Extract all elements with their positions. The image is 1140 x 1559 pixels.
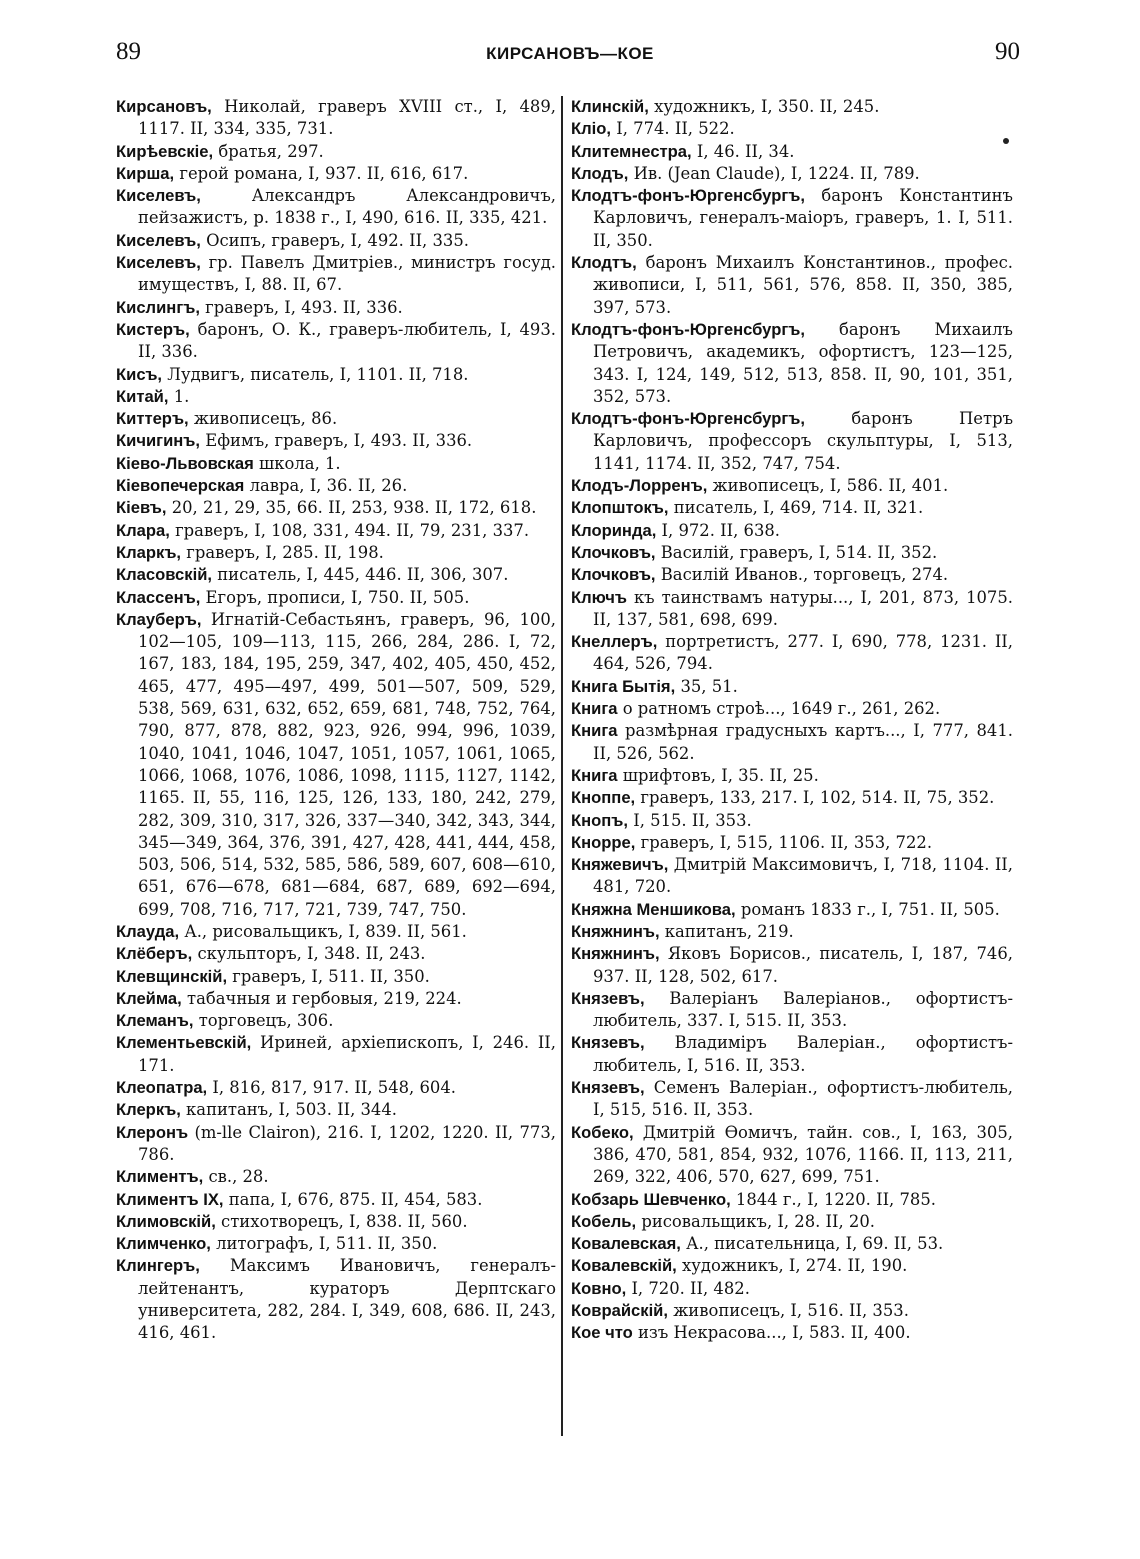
entry-headword: Класовскій, (116, 565, 213, 585)
index-entry (571, 720, 1013, 765)
entry-text: баронъ Михаилъ Петровичъ, академикъ, офортистъ, 123—125, 343. I, 124, 149, 512, 513, 858. II, 90, 101, 351, 352, 573. (593, 319, 1013, 406)
entry-text: А., рисовальщикъ, I, 839. II, 561. (184, 921, 467, 941)
index-entry (116, 1077, 556, 1099)
entry-text: 1. (173, 386, 190, 406)
entry-text: романъ 1833 г., I, 751. II, 505. (740, 899, 1000, 919)
index-entry (116, 988, 556, 1010)
entry-text: баронъ, О. К., граверъ-любитель, I, 493. II, 336. (138, 319, 556, 362)
index-entry (116, 319, 556, 364)
entry-headword: Кобзарь Шевченко, (571, 1189, 731, 1209)
index-entry (571, 1122, 1013, 1189)
entry-headword: Кноппе, (571, 788, 636, 808)
entry-headword: Кислингъ, (116, 297, 200, 317)
index-entry (116, 141, 556, 163)
entry-headword: Клочковъ, (571, 565, 656, 585)
entry-text: граверъ, 133, 217. I, 102, 514. II, 75, 352. (640, 788, 995, 808)
index-entry (571, 676, 1013, 698)
entry-headword: Княжнинъ, (571, 921, 660, 941)
index-entry (571, 408, 1013, 475)
left-column (116, 96, 556, 1345)
entry-text: Василій, граверъ, I, 514. II, 352. (660, 542, 938, 562)
entry-headword: Климченко, (116, 1234, 211, 1254)
entry-headword: Коврайскій, (571, 1301, 668, 1321)
entry-text: (m-lle Clairon), 216. I, 1202, 1220. II, 773, 786. (138, 1122, 556, 1164)
entry-headword: Князевъ, (571, 1078, 645, 1098)
entry-headword: Княжнинъ, (571, 944, 660, 964)
entry-text: литографъ, I, 511. II, 350. (216, 1234, 438, 1254)
index-entry (571, 921, 1013, 943)
entry-text: граверъ, I, 515, 1106. II, 353, 722. (640, 832, 933, 852)
index-entry (571, 1300, 1013, 1322)
entry-text: I, 774. II, 522. (616, 119, 735, 139)
entry-text: Осипъ, граверъ, I, 492. II, 335. (206, 230, 469, 250)
entry-headword: Клеркъ, (116, 1100, 181, 1120)
index-entry (116, 386, 556, 408)
entry-text: 1844 г., I, 1220. II, 785. (735, 1189, 936, 1209)
index-entry (116, 453, 556, 475)
right-column (571, 96, 1013, 1345)
entry-text: баронъ Михаилъ Константинов., профес. живописи, I, 511, 561, 576, 858. II, 350, 385, 397, 573. (593, 253, 1013, 317)
entry-text: папа, I, 676, 875. II, 454, 583. (228, 1189, 483, 1209)
entry-text: художникъ, I, 274. II, 190. (682, 1256, 908, 1276)
index-entry (571, 163, 1013, 185)
entry-text: 35, 51. (680, 676, 738, 696)
index-entry (116, 252, 556, 297)
index-entry (571, 988, 1013, 1033)
index-entry (571, 520, 1013, 542)
entry-headword: Кистеръ, (116, 319, 190, 339)
entry-text: св., 28. (208, 1167, 269, 1187)
entry-text: I, 816, 817, 917. II, 548, 604. (212, 1078, 456, 1098)
entry-headword: Клодтъ-фонъ-Юргенсбургъ, (571, 186, 805, 206)
entry-headword: Кирѣевскіе, (116, 141, 214, 161)
entry-text: баронъ Петръ Карловичъ, профессоръ скульптуры, I, 513, 1141, 1174. II, 352, 747, 754. (593, 409, 1013, 473)
entry-headword: Кирша, (116, 163, 175, 183)
entry-headword: Книга Бытія, (571, 676, 676, 696)
index-entry (571, 698, 1013, 720)
entry-headword: Клодъ, (571, 163, 629, 183)
entry-headword: Клеопатра, (116, 1078, 208, 1098)
entry-headword: Князевъ, (571, 1033, 645, 1053)
entry-text: граверъ, I, 493. II, 336. (205, 297, 403, 317)
index-entry (571, 319, 1013, 408)
entry-text: Владиміръ Валеріан., офортистъ-любитель, I, 516. II, 353. (593, 1033, 1014, 1075)
entry-text: I, 972. II, 638. (661, 520, 781, 540)
entry-text: Семенъ Валеріан., офортистъ-любитель, I, 515, 516. II, 353. (593, 1078, 1014, 1120)
column-divider (561, 96, 563, 1436)
index-entry (571, 1255, 1013, 1277)
entry-text: лавра, I, 36. II, 26. (249, 476, 408, 496)
entry-headword: Ключъ (571, 587, 627, 607)
entry-text: живописецъ, I, 516. II, 353. (673, 1301, 909, 1321)
entry-text: скульпторъ, I, 348. II, 243. (197, 944, 426, 964)
entry-text: А., писательница, I, 69. II, 53. (686, 1234, 944, 1254)
entry-headword: Кнопъ, (571, 810, 629, 830)
entry-headword: Княжевичъ, (571, 855, 669, 875)
entry-text: Николай, граверъ XVIII ст., I, 489, 1117. II, 334, 335, 731. (138, 97, 556, 139)
entry-headword: Кіево-Львовская (116, 453, 254, 473)
index-entry (116, 921, 556, 943)
entry-text: школа, 1. (259, 453, 341, 473)
entry-text: Дмитрій Ѳомичъ, тайн. сов., I, 163, 305, 386, 470, 581, 854, 932, 1076, 1166. II, 113, 211, 269, 322, 406, 570, 627, 699, 751. (593, 1122, 1013, 1187)
entry-headword: Клодтъ-фонъ-Юргенсбургъ, (571, 319, 805, 339)
index-entry (116, 430, 556, 452)
index-entry (571, 96, 1013, 118)
entry-headword: Клодтъ, (571, 253, 637, 273)
entry-text: живописецъ, 86. (193, 409, 338, 429)
entry-headword: Кіевопечерская (116, 476, 245, 496)
index-entry (116, 475, 556, 497)
entry-headword: Клементьевскій, (116, 1033, 252, 1053)
entry-text: I, 46. II, 34. (696, 141, 795, 161)
index-entry (571, 252, 1013, 319)
index-entry (571, 1322, 1013, 1344)
index-entry (571, 810, 1013, 832)
entry-text: Ив. (Jean Claude), I, 1224. II, 789. (633, 163, 920, 183)
entry-headword: Клеронъ (116, 1122, 189, 1142)
entry-headword: Кліо, (571, 119, 612, 139)
entry-headword: Клауберъ, (116, 609, 202, 629)
entry-text: герой романа, I, 937. II, 616, 617. (179, 163, 469, 183)
entry-text: Егоръ, прописи, I, 750. II, 505. (205, 587, 470, 607)
entry-text: капитанъ, I, 503. II, 344. (186, 1100, 397, 1120)
index-entry (116, 1166, 556, 1188)
index-entry (116, 564, 556, 586)
entry-headword: Клингеръ, (116, 1256, 200, 1276)
entry-text: рисовальщикъ, I, 28. II, 20. (641, 1211, 875, 1231)
entry-text: Игнатій-Себастьянъ, граверъ, 96, 100, 102—105, 109—113, 115, 266, 284, 286. I, 72, 167, 183, 184, 195, 259, 347, 402, 405, 450, 452, 465, 477, 495—497, 499, 501—507, 509, 529, 538, 569, 631, 632, 652, 659, 681, 748, 752, 764, 790, 877, 878, 882, 923, 926, 994, 996, 1039, 1040, 1041, 1046, 1047, 1051, 1057, 1061, 1065, 1066, 1068, 1076, 1086, 1098, 1115, 1127, 1142, 1165. II, 55, 116, 125, 126, 133, 180, 242, 279, 282, 309, 310, 317, 326, 337—340, 342, 343, 344, 345—349, 364, 376, 391, 427, 428, 441, 444, 458, 503, 506, 514, 532, 585, 586, 589, 607, 608—610, 651, 676—678, 681—684, 687, 689, 692—694, 699, 708, 716, 717, 721, 739, 747, 750. (138, 609, 556, 919)
index-entry (116, 364, 556, 386)
entry-headword: Клауда, (116, 921, 180, 941)
entry-headword: Ковалевскій, (571, 1256, 677, 1276)
entry-text: Ириней, архіепископъ, I, 246. II, 171. (138, 1033, 556, 1075)
index-entry (571, 854, 1013, 899)
index-entry (571, 475, 1013, 497)
index-entry (116, 943, 556, 965)
index-entry (116, 185, 556, 230)
entry-headword: Кіевъ, (116, 498, 167, 518)
index-entry (571, 631, 1013, 676)
entry-headword: Кичигинъ, (116, 431, 201, 451)
index-entry (571, 832, 1013, 854)
entry-text: гр. Павелъ Дмитріев., министръ госуд. имуществъ, I, 88. II, 67. (138, 253, 557, 295)
entry-text: баронъ Константинъ Карловичъ, генералъ-маіоръ, граверъ, 1. I, 511. II, 350. (593, 186, 1013, 250)
index-entry (116, 966, 556, 988)
index-entry (116, 1233, 556, 1255)
index-entry (571, 1077, 1013, 1122)
entry-headword: Киселевъ, (116, 230, 201, 250)
running-head: КИРСАНОВЪ—КОЕ (486, 44, 654, 63)
index-entry (571, 1233, 1013, 1255)
index-entry (571, 542, 1013, 564)
entry-headword: Кобель, (571, 1211, 637, 1231)
entry-text: I, 515. II, 353. (633, 810, 752, 830)
entry-text: изъ Некрасова..., I, 583. II, 400. (638, 1323, 911, 1343)
index-entry (116, 163, 556, 185)
entry-headword: Книга (571, 765, 618, 785)
index-entry (116, 587, 556, 609)
entry-text: граверъ, I, 285. II, 198. (186, 542, 384, 562)
entry-headword: Клинскій, (571, 97, 649, 116)
entry-text: Лудвигъ, писатель, I, 1101. II, 718. (167, 364, 469, 384)
entry-text: Дмитрій Максимовичъ, I, 718, 1104. II, 481, 720. (593, 855, 1013, 897)
index-entry (571, 1189, 1013, 1211)
ink-dot (1003, 138, 1009, 144)
index-entry (571, 564, 1013, 586)
entry-headword: Клодтъ-фонъ-Юргенсбургъ, (571, 409, 805, 429)
entry-headword: Киттеръ, (116, 409, 189, 429)
index-entry (571, 899, 1013, 921)
entry-text: Ефимъ, граверъ, I, 493. II, 336. (205, 431, 473, 451)
entry-headword: Клитемнестра, (571, 141, 692, 161)
entry-headword: Киселевъ, (116, 186, 201, 206)
entry-headword: Кобеко, (571, 1122, 634, 1142)
entry-headword: Книга (571, 721, 618, 741)
entry-text: братья, 297. (218, 141, 324, 161)
entry-text: капитанъ, 219. (664, 921, 794, 941)
index-entry (116, 230, 556, 252)
entry-text: размѣрная градусныхъ картъ..., I, 777, 841. II, 526, 562. (593, 721, 1013, 763)
index-entry (116, 1189, 556, 1211)
entry-text: 20, 21, 29, 35, 66. II, 253, 938. II, 172, 618. (171, 498, 537, 518)
index-entry (571, 1211, 1013, 1233)
entry-headword: Классенъ, (116, 587, 201, 607)
entry-headword: Китай, (116, 386, 169, 406)
index-entry (571, 765, 1013, 787)
index-entry (116, 542, 556, 564)
entry-headword: Киселевъ, (116, 253, 201, 273)
entry-headword: Клевщинскій, (116, 966, 228, 986)
entry-headword: Климентъ, (116, 1167, 204, 1187)
entry-text: шрифтовъ, I, 35. II, 25. (622, 765, 819, 785)
index-entry (116, 1255, 556, 1344)
index-entry (116, 520, 556, 542)
entry-headword: Клейма, (116, 988, 182, 1008)
index-entry (116, 1211, 556, 1233)
entry-text: Максимъ Ивановичъ, генералъ-лейтенантъ, кураторъ Дерптскаго университета, 282, 284. I, 349, 608, 686. II, 243, 416, 461. (138, 1256, 556, 1343)
index-entry (116, 1032, 556, 1077)
entry-text: Яковъ Борисов., писатель, I, 187, 746, 937. II, 128, 502, 617. (593, 944, 1013, 986)
entry-headword: Климентъ IX, (116, 1189, 224, 1209)
index-entry (116, 497, 556, 519)
entry-text: Александръ Александровичъ, пейзажистъ, р. 1838 г., I, 490, 616. II, 335, 421. (138, 186, 556, 228)
entry-headword: Клара, (116, 520, 170, 540)
entry-text: портретистъ, 277. I, 690, 778, 1231. II, 464, 526, 794. (593, 632, 1013, 674)
index-entry (571, 497, 1013, 519)
entry-text: къ таинствамъ натуры..., I, 201, 873, 1075. II, 137, 581, 698, 699. (593, 587, 1013, 629)
entry-text: торговецъ, 306. (198, 1011, 334, 1031)
index-entry (571, 587, 1013, 632)
entry-headword: Кое что (571, 1323, 633, 1343)
index-entry (571, 118, 1013, 140)
index-entry (116, 1099, 556, 1121)
entry-headword: Клопштокъ, (571, 498, 669, 518)
page-number-left: 89 (116, 38, 141, 65)
entry-headword: Ковно, (571, 1278, 627, 1298)
entry-headword: Ковалевская, (571, 1234, 681, 1254)
entry-text: писатель, I, 445, 446. II, 306, 307. (217, 565, 509, 585)
index-entry (116, 1122, 556, 1167)
entry-text: Василій Иванов., торговецъ, 274. (660, 565, 949, 585)
entry-headword: Кирсановъ, (116, 97, 212, 116)
entry-text: граверъ, I, 108, 331, 494. II, 79, 231, 337. (175, 520, 530, 540)
entry-headword: Князевъ, (571, 988, 645, 1008)
entry-text: I, 720. II, 482. (631, 1278, 750, 1298)
entry-text: Валеріанъ Валеріанов., офортистъ-любитель, 337. I, 515. II, 353. (593, 988, 1013, 1031)
index-entry (571, 185, 1013, 252)
index-entry (571, 1278, 1013, 1300)
entry-headword: Климовскій, (116, 1211, 216, 1231)
entry-headword: Кнорре, (571, 832, 636, 852)
index-entry (116, 609, 556, 921)
entry-text: стихотворецъ, I, 838. II, 560. (221, 1211, 468, 1231)
entry-headword: Клочковъ, (571, 542, 656, 562)
entry-headword: Клеманъ, (116, 1011, 194, 1031)
index-entry (571, 1032, 1013, 1077)
page-number-right: 90 (995, 38, 1020, 65)
entry-text: художникъ, I, 350. II, 245. (654, 97, 880, 116)
entry-headword: Клоринда, (571, 520, 657, 540)
index-entry (571, 141, 1013, 163)
entry-headword: Княжна Меншикова, (571, 899, 736, 919)
entry-headword: Кнеллеръ, (571, 632, 658, 652)
index-entry (571, 787, 1013, 809)
entry-headword: Кларкъ, (116, 542, 182, 562)
entry-text: живописецъ, I, 586. II, 401. (712, 476, 949, 496)
entry-headword: Книга (571, 699, 618, 719)
entry-headword: Клёберъ, (116, 944, 193, 964)
entry-headword: Клодъ-Лорренъ, (571, 476, 708, 496)
entry-text: табачныя и гербовыя, 219, 224. (187, 988, 462, 1008)
index-entry (116, 297, 556, 319)
index-entry (116, 408, 556, 430)
entry-text: о ратномъ строѣ..., 1649 г., 261, 262. (622, 699, 941, 719)
index-entry (571, 943, 1013, 988)
entry-text: граверъ, I, 511. II, 350. (232, 966, 430, 986)
index-entry (116, 96, 556, 141)
entry-text: писатель, I, 469, 714. II, 321. (673, 498, 924, 518)
entry-headword: Кисъ, (116, 364, 163, 384)
index-entry (116, 1010, 556, 1032)
